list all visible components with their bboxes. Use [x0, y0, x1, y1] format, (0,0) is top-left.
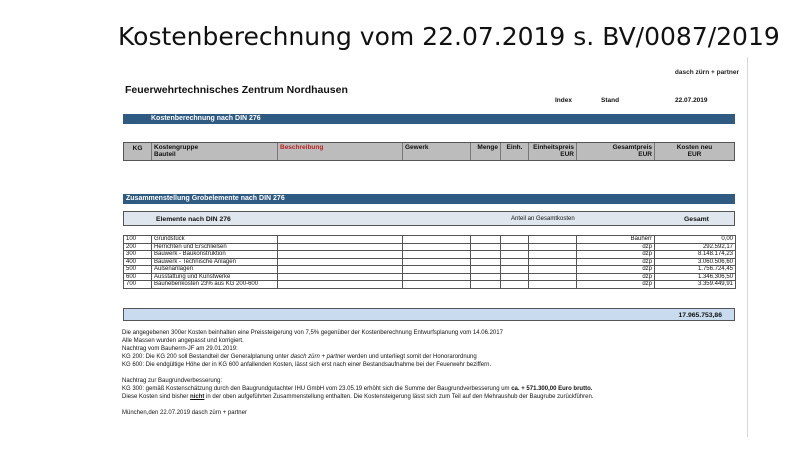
row-empty: [278, 273, 403, 281]
row-kg: 100: [124, 236, 152, 244]
row-name: Ausstattung und Kunstwerke: [152, 273, 278, 281]
note-line: Nachtrag zur Baugrundverbesserung:: [122, 378, 223, 384]
elements-table: [123, 235, 736, 289]
table-row: [124, 243, 736, 251]
row-code: dzp: [577, 258, 655, 266]
meta-index-label: Index: [555, 97, 572, 104]
table-row: [124, 266, 736, 274]
note-emphasis: nicht: [190, 394, 205, 400]
col-kg: KG: [124, 143, 152, 160]
row-empty: [501, 281, 529, 289]
row-empty: [501, 236, 529, 244]
note-text: KG 200: Die KG 200 soll Bestandteil der Generalplanung unter: [122, 354, 291, 360]
row-empty: [471, 273, 501, 281]
row-empty: [501, 273, 529, 281]
cost-table-header: [123, 142, 735, 161]
row-empty: [501, 251, 529, 259]
note-amount: ca. + 571.300,00 Euro brutto.: [511, 386, 593, 392]
row-empty: [278, 236, 403, 244]
table-row: [124, 251, 736, 259]
note-text: Diese Kosten sind bisher: [122, 394, 191, 400]
row-empty: [403, 251, 471, 259]
row-name: Bauwerk - Technische Anlagen: [152, 258, 278, 266]
note-line: [122, 385, 742, 393]
note-line: Nachtrag vom Bauherrn-JF am 29.01.2019:: [122, 346, 238, 352]
row-empty: [471, 251, 501, 259]
note-text: in der oben aufgeführten Zusammenstellung enthalten. Die Kostensteigerung lässt sich zum Teil auf den Mehraushub der Baugrube zurückführen.: [204, 394, 594, 400]
row-empty: [529, 266, 577, 274]
note-firm: dasch zürn + partner: [290, 354, 346, 360]
row-empty: [278, 281, 403, 289]
col-einheitspreis: [529, 143, 577, 160]
row-kg: 200: [124, 243, 152, 251]
note-line: [122, 393, 742, 401]
row-empty: [278, 266, 403, 274]
row-empty: [278, 258, 403, 266]
row-amount: 3.359.449,91: [655, 281, 736, 289]
row-kg: 700: [124, 281, 152, 289]
table-row: [124, 258, 736, 266]
row-empty: [529, 236, 577, 244]
col-kostengruppe: [152, 143, 278, 160]
col-einheitspreis-label: Einheitspreis: [533, 144, 574, 151]
note-line: Die angegebenen 300er Kosten beinhalten eine Preissteigerung von 7,5% gegenüber der Kostenberechnung Entwurfsplanung vom 14.06.2017: [122, 330, 503, 336]
row-empty: [471, 243, 501, 251]
note-signature: München,den 22.07.2019 dasch zürn + partner: [122, 410, 247, 416]
col-gewerk: Gewerk: [403, 143, 471, 160]
row-amount: 1.346.306,50: [655, 273, 736, 281]
col-menge: Menge: [471, 143, 501, 160]
note-text: KG 300: gemäß Kostenschätzung durch den Baugrundgutachter IHU GmbH vom 23.05.19 erhöht sich die Summe der Baugrundverbesserung um: [122, 386, 512, 392]
col-beschreibung: Beschreibung: [278, 143, 403, 160]
row-name: Baunebenkosten 23% aus KG 200-600: [152, 281, 278, 289]
row-empty: [471, 266, 501, 274]
row-name: Grundstück: [152, 236, 278, 244]
row-empty: [471, 281, 501, 289]
row-amount: 1.756.724,45: [655, 266, 736, 274]
row-empty: [529, 258, 577, 266]
row-empty: [278, 251, 403, 259]
note-line: [122, 353, 742, 361]
firm-name: dasch zürn + partner: [674, 69, 739, 76]
notes-block: [122, 329, 742, 417]
col-gesamtpreis-unit: EUR: [638, 151, 652, 159]
document-page: [118, 57, 748, 437]
elements-header-label: Elemente nach DIN 276: [156, 216, 231, 223]
note-line: Alle Massen wurden angepasst und korrigiert.: [122, 338, 244, 344]
row-kg: 600: [124, 273, 152, 281]
row-code: dzp: [577, 273, 655, 281]
row-name: Herrichten und Erschließen: [152, 243, 278, 251]
col-gesamtpreis-label: Gesamtpreis: [612, 144, 652, 151]
document-title: Feuerwehrtechnisches Zentrum Nordhausen: [125, 84, 348, 96]
col-kosten-neu: [655, 143, 734, 160]
row-amount: 3.060.506,60: [655, 258, 736, 266]
row-code: dzp: [577, 243, 655, 251]
row-empty: [403, 266, 471, 274]
row-kg: 400: [124, 258, 152, 266]
col-kosten-neu-label: Kosten neu: [676, 144, 713, 151]
total-row: [123, 308, 735, 321]
col-gesamtpreis: [577, 143, 655, 160]
col-kostengruppe-label: Kostengruppe: [154, 144, 199, 151]
col-einheitspreis-unit: EUR: [560, 151, 574, 159]
note-line: KG 600: Die endgültige Höhe der in KG 600 anfallenden Kosten, lässt sich erst nach einer Bestandsaufnahme bei der Feuerwehr beziffern.: [122, 362, 492, 368]
row-empty: [403, 258, 471, 266]
row-empty: [471, 258, 501, 266]
slide-title: Kostenberechnung vom 22.07.2019 s. BV/0087/2019: [118, 22, 780, 51]
table-row: [124, 273, 736, 281]
row-name: Außenanlagen: [152, 266, 278, 274]
row-name: Bauwerk - Baukonstruktion: [152, 251, 278, 259]
table-row: [124, 236, 736, 244]
section-bar-kostenberechnung: Kostenberechnung nach DIN 276: [123, 114, 735, 124]
row-empty: [501, 243, 529, 251]
row-code: dzp: [577, 266, 655, 274]
table-row: [124, 281, 736, 289]
note-text: werden und unterliegt somit der Honorarordnung: [345, 354, 477, 360]
row-code: dzp: [577, 281, 655, 289]
row-code: dzp: [577, 251, 655, 259]
meta-date: 22.07.2019: [675, 97, 708, 104]
col-kosten-neu-unit: EUR: [687, 151, 702, 159]
row-empty: [529, 243, 577, 251]
row-code: Bauherr: [577, 236, 655, 244]
row-empty: [403, 236, 471, 244]
row-amount: 0,00: [655, 236, 736, 244]
row-empty: [471, 236, 501, 244]
col-bauteil-label: Bauteil: [154, 151, 176, 159]
row-empty: [403, 243, 471, 251]
row-amount: 8.148.174,23: [655, 251, 736, 259]
meta-stand-label: Stand: [601, 97, 620, 104]
row-amount: 292.592,17: [655, 243, 736, 251]
section-bar-zusammenstellung: Zusammenstellung Grobelemente nach DIN 276: [123, 194, 735, 204]
row-empty: [403, 273, 471, 281]
row-kg: 300: [124, 251, 152, 259]
row-kg: 500: [124, 266, 152, 274]
elements-header-gesamt: Gesamt: [684, 216, 709, 223]
row-empty: [501, 266, 529, 274]
col-einh: Einh.: [501, 143, 529, 160]
row-empty: [403, 281, 471, 289]
row-empty: [501, 258, 529, 266]
row-empty: [529, 273, 577, 281]
total-amount: 17.965.753,86: [678, 312, 722, 319]
row-empty: [529, 281, 577, 289]
row-empty: [529, 251, 577, 259]
elements-header-anteil: Anteil an Gesamtkosten: [511, 216, 575, 222]
row-empty: [278, 243, 403, 251]
elements-header: [123, 211, 735, 226]
